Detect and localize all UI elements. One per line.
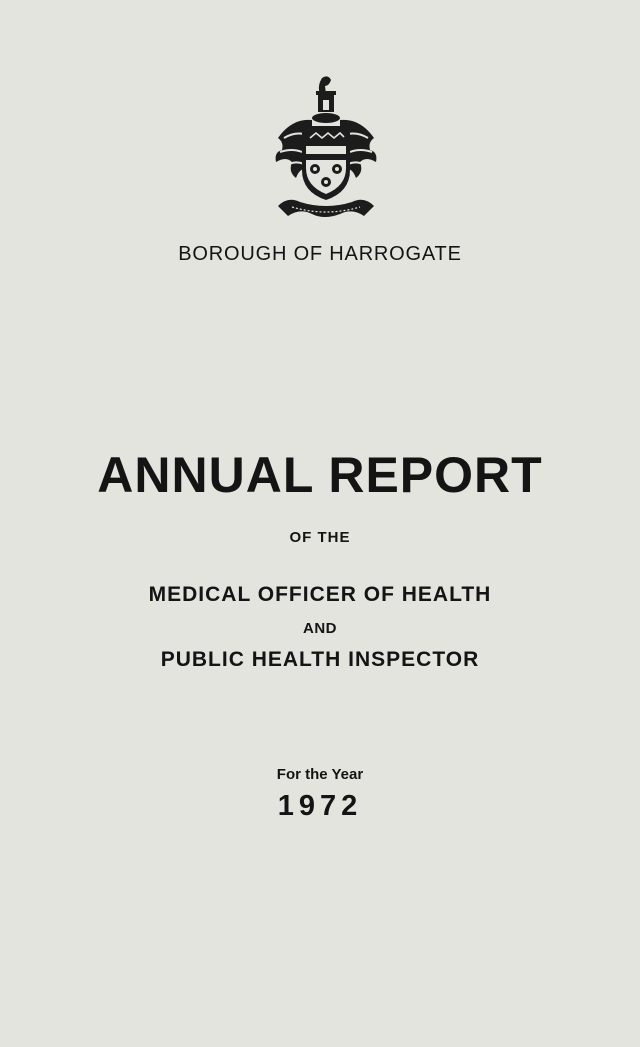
coat-of-arms-icon xyxy=(272,74,380,222)
report-title: ANNUAL REPORT xyxy=(97,447,543,503)
inspector-title: PUBLIC HEALTH INSPECTOR xyxy=(160,648,480,671)
for-the-year-label: For the Year xyxy=(276,766,364,783)
of-the-line: OF THE xyxy=(289,529,351,546)
report-year: 1972 xyxy=(277,790,363,822)
officer-title: MEDICAL OFFICER OF HEALTH xyxy=(148,583,492,606)
borough-name: BOROUGH OF HARROGATE xyxy=(178,243,462,265)
and-line: AND xyxy=(303,620,337,637)
